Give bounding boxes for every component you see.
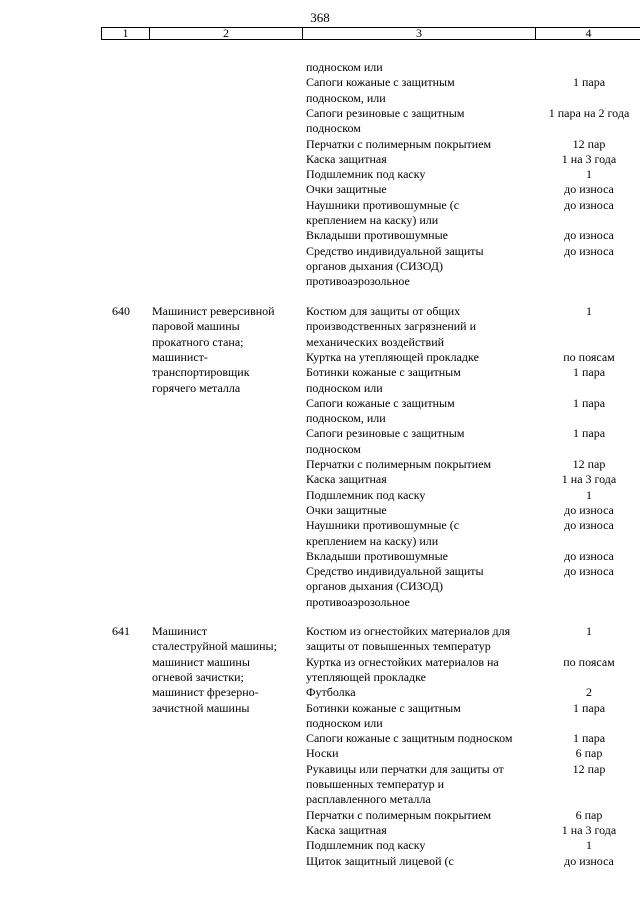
header-col-3: 3 bbox=[416, 26, 422, 40]
equipment-line: Каска защитная bbox=[306, 151, 387, 166]
equipment-line: подноском или bbox=[306, 715, 383, 730]
table-header bbox=[101, 27, 640, 40]
equipment-line: подноском bbox=[306, 121, 361, 136]
header-col-1: 1 bbox=[122, 26, 129, 40]
equipment-line: Сапоги кожаные с защитным bbox=[306, 75, 455, 90]
equipment-quantity: 1 bbox=[586, 304, 592, 318]
equipment-line: Каска защитная bbox=[306, 822, 387, 837]
profession-line: машинист машины bbox=[152, 654, 250, 669]
equipment-quantity: 1 на 3 года bbox=[561, 472, 617, 487]
header-col-2: 2 bbox=[223, 26, 229, 40]
equipment-line: Перчатки с полимерным покрытием bbox=[306, 136, 492, 151]
equipment-line: подноском, или bbox=[306, 90, 386, 105]
equipment-line: органов дыхания (СИЗОД) bbox=[306, 258, 443, 273]
equipment-line: Вкладыши противошумные bbox=[306, 228, 448, 243]
profession-line: паровой машины bbox=[152, 319, 240, 334]
equipment-quantity: 1 bbox=[586, 167, 592, 182]
equipment-line: расплавленного металла bbox=[306, 792, 431, 807]
equipment-line: Очки защитные bbox=[306, 182, 387, 197]
profession-line: транспортировщик bbox=[152, 365, 250, 380]
equipment-line: Костюм для защиты от общих bbox=[306, 304, 461, 318]
equipment-quantity: 1 пара bbox=[572, 395, 606, 410]
equipment-line: подноском bbox=[306, 441, 361, 456]
row-number: 641 bbox=[112, 624, 130, 638]
equipment-line: Подшлемник под каску bbox=[306, 487, 426, 502]
equipment-quantity: 6 пар bbox=[575, 807, 603, 822]
equipment-quantity: 1 пара bbox=[572, 700, 606, 715]
equipment-quantity: 1 bbox=[586, 838, 592, 853]
equipment-line: креплением на каску) или bbox=[306, 533, 439, 548]
equipment-quantity: по поясам bbox=[563, 349, 615, 364]
equipment-quantity: 12 пар bbox=[572, 761, 606, 776]
profession-line: машинист- bbox=[152, 349, 208, 364]
equipment-quantity: по поясам bbox=[563, 654, 615, 669]
equipment-quantity: 1 пара на 2 года bbox=[548, 105, 630, 120]
equipment-line: Носки bbox=[306, 746, 339, 761]
equipment-line: производственных загрязнений и bbox=[306, 319, 477, 334]
equipment-quantity: 1 bbox=[586, 624, 592, 638]
equipment-line: механических воздействий bbox=[306, 334, 445, 349]
equipment-line: подноском или bbox=[306, 60, 383, 74]
equipment-quantity: 2 bbox=[586, 685, 592, 700]
profession-line: зачистной машины bbox=[152, 700, 250, 715]
equipment-quantity: 12 пар bbox=[572, 457, 606, 471]
equipment-quantity: до износа bbox=[564, 502, 614, 517]
equipment-line: Средство индивидуальной защиты bbox=[306, 243, 484, 258]
header-col-4: 4 bbox=[585, 26, 592, 40]
equipment-line: Рукавицы или перчатки для защиты от bbox=[306, 761, 504, 776]
equipment-quantity: до износа bbox=[564, 228, 614, 243]
profession-line: горячего металла bbox=[152, 380, 241, 395]
equipment-line: Ботинки кожаные с защитным bbox=[306, 700, 461, 715]
equipment-quantity: до износа bbox=[564, 182, 614, 197]
equipment-quantity: до износа bbox=[564, 853, 614, 868]
equipment-quantity: до износа bbox=[564, 564, 614, 579]
equipment-quantity: 1 на 3 года bbox=[561, 822, 617, 837]
equipment-quantity: 1 пара bbox=[572, 75, 606, 90]
equipment-line: защиты от повышенных температур bbox=[306, 639, 491, 654]
equipment-quantity: 1 пара bbox=[572, 731, 606, 746]
profession-line: Машинист bbox=[152, 624, 208, 638]
equipment-line: Щиток защитный лицевой (с bbox=[306, 853, 454, 868]
equipment-line: креплением на каску) или bbox=[306, 213, 439, 227]
equipment-line: Куртка из огнестойких материалов на bbox=[306, 654, 499, 669]
equipment-line: Вкладыши противошумные bbox=[306, 548, 448, 563]
equipment-line: Сапоги резиновые с защитным bbox=[306, 426, 465, 441]
equipment-line: Футболка bbox=[306, 685, 356, 700]
profession-line: прокатного стана; bbox=[152, 334, 244, 349]
equipment-line: Сапоги резиновые с защитным bbox=[306, 105, 465, 120]
equipment-quantity: до износа bbox=[564, 518, 614, 533]
equipment-quantity: 1 bbox=[586, 487, 592, 502]
equipment-line: Средство индивидуальной защиты bbox=[306, 564, 484, 579]
equipment-line: Подшлемник под каску bbox=[306, 838, 426, 853]
profession-line: Машинист реверсивной bbox=[152, 304, 275, 318]
equipment-line: повышенных температур и bbox=[306, 777, 445, 791]
page-number: 368 bbox=[310, 10, 330, 25]
equipment-line: органов дыхания (СИЗОД) bbox=[306, 579, 443, 594]
profession-line: огневой зачистки; bbox=[152, 669, 244, 684]
equipment-line: Очки защитные bbox=[306, 502, 387, 517]
profession-line: сталеструйной машины; bbox=[152, 639, 277, 654]
equipment-quantity: 1 пара bbox=[572, 426, 606, 441]
equipment-line: Куртка на утепляющей прокладке bbox=[306, 349, 479, 364]
equipment-line: Наушники противошумные (с bbox=[306, 197, 460, 212]
equipment-line: Каска защитная bbox=[306, 472, 387, 487]
equipment-quantity: до износа bbox=[564, 243, 614, 258]
equipment-line: Сапоги кожаные с защитным bbox=[306, 395, 455, 410]
equipment-line: Костюм из огнестойких материалов для bbox=[306, 624, 511, 638]
profession-line: машинист фрезерно- bbox=[152, 685, 259, 700]
equipment-line: Подшлемник под каску bbox=[306, 167, 426, 182]
equipment-line: противоаэрозольное bbox=[306, 274, 410, 289]
row-number: 640 bbox=[112, 304, 130, 318]
equipment-line: Ботинки кожаные с защитным bbox=[306, 365, 461, 380]
equipment-quantity: 1 на 3 года bbox=[561, 151, 617, 166]
equipment-line: противоаэрозольное bbox=[306, 594, 410, 609]
equipment-quantity: 1 пара bbox=[572, 365, 606, 380]
equipment-line: подноском или bbox=[306, 380, 383, 395]
equipment-quantity: 12 пар bbox=[572, 136, 606, 151]
equipment-line: подноском, или bbox=[306, 411, 386, 426]
equipment-quantity: до износа bbox=[564, 197, 614, 212]
equipment-quantity: 6 пар bbox=[575, 746, 603, 761]
equipment-quantity: до износа bbox=[564, 548, 614, 563]
equipment-line: Перчатки с полимерным покрытием bbox=[306, 807, 492, 822]
equipment-line: Наушники противошумные (с bbox=[306, 518, 460, 533]
equipment-line: Перчатки с полимерным покрытием bbox=[306, 457, 492, 471]
equipment-line: Сапоги кожаные с защитным подноском bbox=[306, 731, 513, 746]
equipment-line: утепляющей прокладке bbox=[306, 669, 426, 684]
